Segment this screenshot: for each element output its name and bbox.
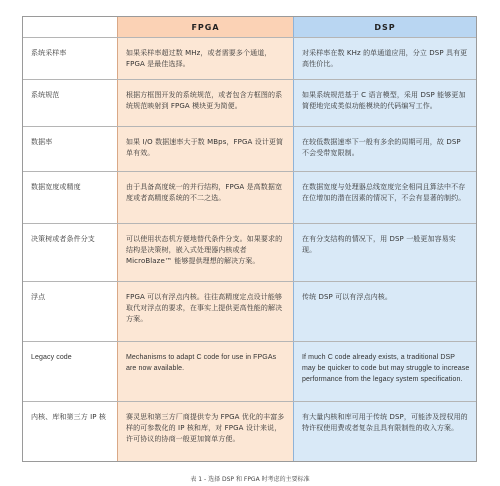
feature-cell: Legacy code <box>23 342 117 401</box>
table-row <box>23 281 476 341</box>
header-fpga: FPGA <box>117 17 293 37</box>
fpga-cell: 根据方框图开发的系统规范，或者包含方框图的系统规范映射到 FPGA 模块更为简便。 <box>117 80 293 126</box>
feature-cell: 数据率 <box>23 127 117 171</box>
table-row <box>23 79 476 126</box>
fpga-cell: 如果 I/O 数据速率大于数 MBps，FPGA 设计更简单有效。 <box>117 127 293 171</box>
table-row <box>23 171 476 223</box>
table-row <box>23 126 476 171</box>
feature-cell: 系统规范 <box>23 80 117 126</box>
fpga-cell: Mechanisms to adapt C code for use in FPGAs are now available. <box>117 342 293 401</box>
fpga-cell: 由于具备高度统一的并行结构，FPGA 是高数据宽度或者高精度系统的不二之选。 <box>117 172 293 223</box>
fpga-cell: 赛灵思和第三方厂商提供专为 FPGA 优化的丰富多样的可参数化的 IP 核和库，对 FPGA 设计来说，许可协议的协商一般更加简单方便。 <box>117 402 293 461</box>
dsp-cell: 有大量内核和库可用于传统 DSP，可能涉及授权用的特许权使用费或者复杂且具有限制性的收入方案。 <box>293 402 476 461</box>
dsp-cell: 对采样率在数 KHz 的单通道应用，分立 DSP 具有更高性价比。 <box>293 38 476 79</box>
dsp-cell: 如果系统规范基于 C 语言模型，采用 DSP 能够更加简便地完成类似功能模块的代码编写工作。 <box>293 80 476 126</box>
table-caption: 表 1 - 选择 DSP 和 FPGA 时考虑的主要标准 <box>190 476 310 483</box>
feature-cell: 决策树或者条件分支 <box>23 224 117 281</box>
table-row <box>23 37 476 79</box>
table-row <box>23 341 476 401</box>
dsp-cell: If much C code already exists, a traditional DSP may be quicker to code but may struggle to increase performance from the legacy system specification. <box>293 342 476 401</box>
header-feature <box>23 17 117 37</box>
comparison-table <box>22 16 477 462</box>
dsp-cell: 在较低数据速率下一般有多余的周期可用，故 DSP 不会受带宽限制。 <box>293 127 476 171</box>
dsp-cell: 在有分支结构的情况下，用 DSP 一般更加容易实现。 <box>293 224 476 281</box>
feature-cell: 内核、库和第三方 IP 核 <box>23 402 117 461</box>
header-dsp: DSP <box>293 17 476 37</box>
fpga-cell: FPGA 可以有浮点内核。往往高精度定点设计能够取代对浮点的要求，在事实上提供更高性能的解决方案。 <box>117 282 293 341</box>
table-row <box>23 223 476 281</box>
feature-cell: 浮点 <box>23 282 117 341</box>
fpga-cell: 如果采样率超过数 MHz，或者需要多个通道，FPGA 是最佳选择。 <box>117 38 293 79</box>
fpga-cell: 可以使用状态机方便地替代条件分支。如果要求的结构是决策树，嵌入式处理器内核或者 MicroBlaze™ 能够提供理想的解决方案。 <box>117 224 293 281</box>
table-header-row <box>23 17 476 37</box>
feature-cell: 数据宽度或精度 <box>23 172 117 223</box>
feature-cell: 系统采样率 <box>23 38 117 79</box>
dsp-cell: 传统 DSP 可以有浮点内核。 <box>293 282 476 341</box>
dsp-cell: 在数据宽度与处理器总线宽度完全相同且算法中不存在位增加的潜在因素的情况下，不会有显著的制约。 <box>293 172 476 223</box>
table-row <box>23 401 476 461</box>
